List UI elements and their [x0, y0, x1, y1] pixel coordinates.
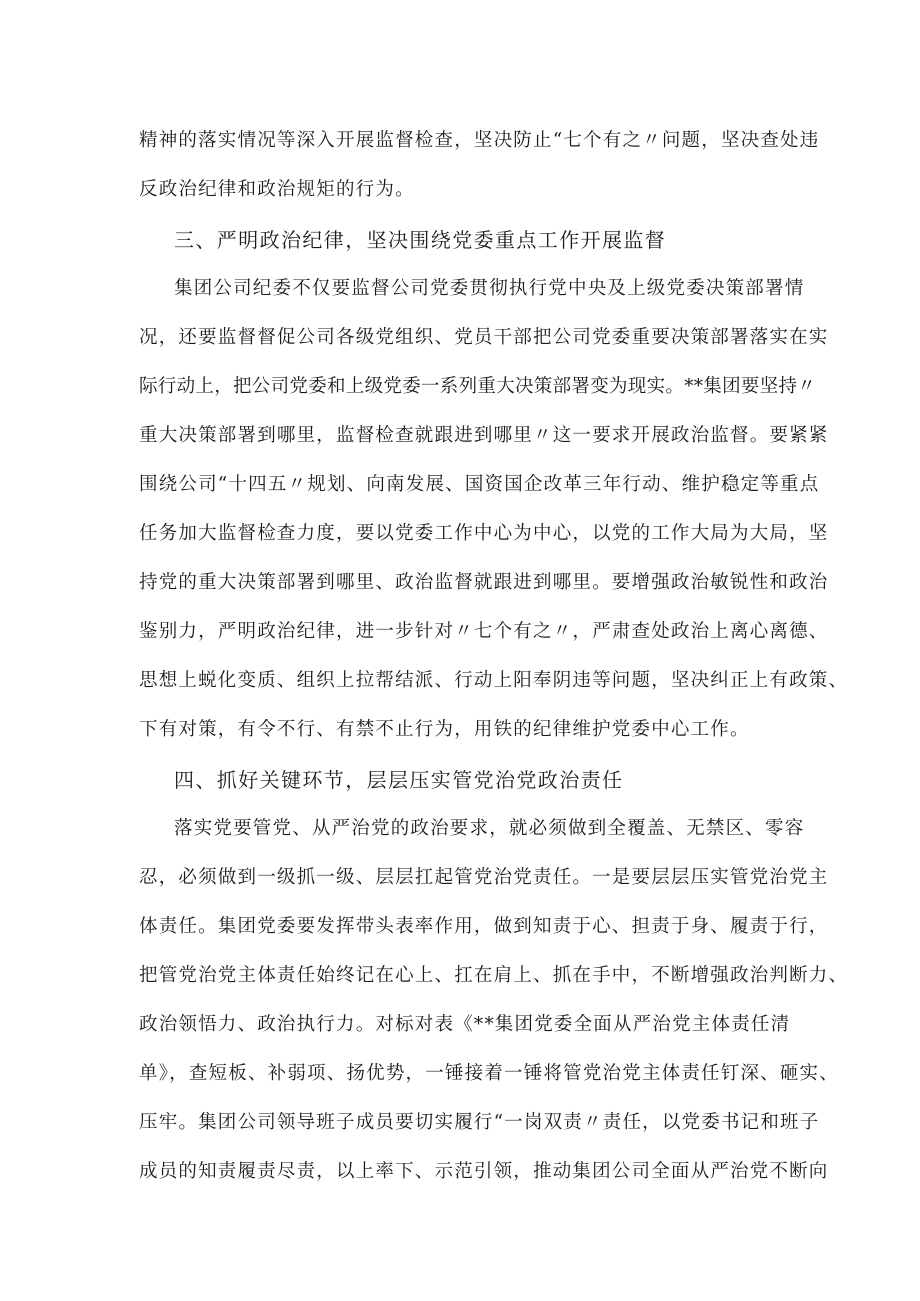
- paragraph-line: 任务加大监督检查力度，要以党委工作中心为中心，以党的工作大局为大局，坚: [139, 523, 829, 544]
- paragraph-line: 思想上蜕化变质、组织上拉帮结派、行动上阳奉阴违等问题，坚决纠正上有政策、: [139, 670, 849, 691]
- section-heading-3: 三、严明政治纪律，坚决围绕党委重点工作开展监督: [174, 228, 667, 252]
- paragraph-line: 成员的知责履责尽责，以上率下、示范引领，推动集团公司全面从严治党不断向: [139, 1161, 829, 1182]
- paragraph-line: 单》，查短板、补弱项、扬优势，一锤接着一锤将管党治党主体责任钉深、砸实、: [139, 1063, 839, 1084]
- paragraph-line: 体责任。集团党委要发挥带头表率作用，做到知责于心、担责于身、履责于行，: [139, 916, 829, 937]
- paragraph-line: 下有对策，有令不行、有禁不止行为，用铁的纪律维护党委中心工作。: [139, 719, 750, 740]
- paragraph-line: 反政治纪律和政治规矩的行为。: [139, 179, 415, 200]
- section-heading-4: 四、抓好关键环节，层层压实管党治党政治责任: [174, 768, 624, 792]
- paragraph-line: 把管党治党主体责任始终记在心上、扛在肩上、抓在手中，不断增强政治判断力、: [139, 965, 849, 986]
- paragraph-line: 压牢。集团公司领导班子成员要切实履行“一岗双责〃责任，以党委书记和班子: [139, 1112, 820, 1133]
- paragraph-line: 重大决策部署到哪里，监督检查就跟进到哪里〃这一要求开展政治监督。要紧紧: [139, 425, 829, 446]
- paragraph-line: 集团公司纪委不仅要监督公司党委贯彻执行党中央及上级党委决策部署情: [174, 278, 805, 299]
- paragraph-line: 落实党要管党、从严治党的政治要求，就必须做到全覆盖、无禁区、零容: [174, 818, 805, 839]
- paragraph-line: 围绕公司“十四五〃规划、向南发展、国资国企改革三年行动、维护稳定等重点: [139, 474, 820, 495]
- paragraph-line: 精神的落实情况等深入开展监督检查，坚决防止“七个有之〃问题，坚决查处违: [139, 130, 820, 151]
- paragraph-line: 忍，必须做到一级抓一级、层层扛起管党治党责任。一是要层层压实管党治党主: [139, 867, 829, 888]
- paragraph-line: 际行动上，把公司党委和上级党委一系列重大决策部署变为现实。**集团要坚持〃: [139, 376, 817, 397]
- paragraph-line: 政治领悟力、政治执行力。对标对表《**集团党委全面从严治党主体责任清: [139, 1014, 791, 1035]
- paragraph-line: 持党的重大决策部署到哪里、政治监督就跟进到哪里。要增强政治敏锐性和政治: [139, 572, 829, 593]
- paragraph-line: 况，还要监督督促公司各级党组织、党员干部把公司党委重要决策部署落实在实: [139, 327, 829, 348]
- paragraph-line: 鉴别力，严明政治纪律，进一步针对〃七个有之〃，严肃查处政治上离心离德、: [139, 621, 829, 642]
